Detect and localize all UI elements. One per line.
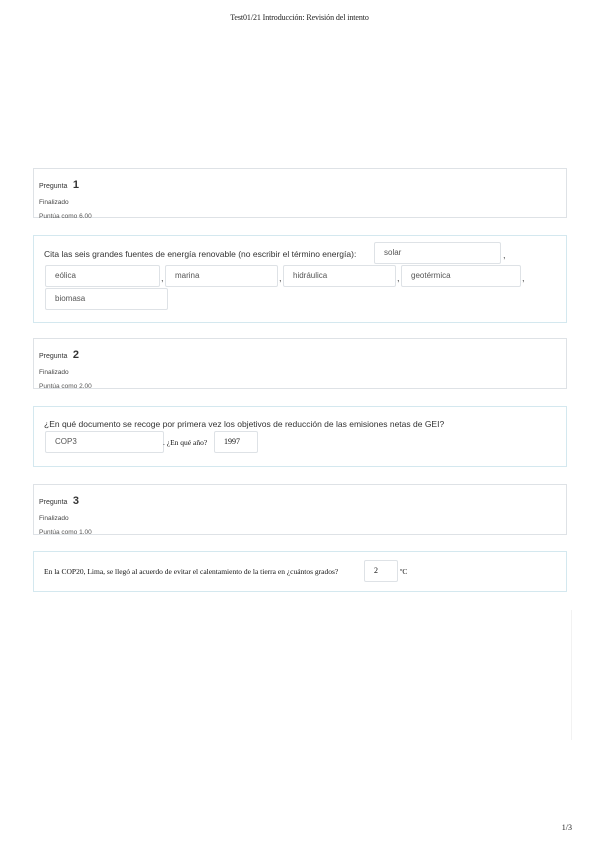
separator: , (279, 273, 282, 283)
question-3-content (33, 551, 567, 592)
answer-field[interactable]: 1997 (214, 431, 258, 453)
separator: , (397, 273, 400, 283)
answer-field[interactable]: geotérmica (401, 265, 521, 287)
question-number: 1 (72, 179, 79, 191)
separator: , (161, 273, 164, 283)
answer-field[interactable]: biomasa (45, 288, 168, 310)
divider (571, 610, 572, 740)
question-grade: Puntúa como 1.00 (39, 529, 92, 536)
separator: , (522, 273, 525, 283)
answer-field[interactable]: marina (165, 265, 278, 287)
question-grade: Puntúa como 2.00 (39, 383, 92, 390)
question-2-info (33, 338, 567, 389)
answer-field[interactable]: hidráulica (283, 265, 396, 287)
question-number: 3 (72, 495, 79, 507)
separator: , (503, 250, 506, 260)
question-label: Pregunta (39, 499, 68, 506)
question-state: Finalizado (39, 515, 69, 522)
question-1-label-row (39, 175, 561, 193)
question-1-info (33, 168, 567, 218)
page-number: 1/3 (561, 823, 572, 832)
question-2-content (33, 406, 567, 467)
question-label: Pregunta (39, 183, 68, 190)
question-3-label-row (39, 491, 561, 509)
question-text: ¿En qué documento se recoge por primera vez los objetivos de reducción de las emisiones netas de GEI? (44, 419, 445, 429)
question-text: Cita las seis grandes fuentes de energía renovable (no escribir el término energía): (44, 249, 357, 259)
page-header-title: Test01/21 Introducción: Revisión del intento (230, 13, 369, 22)
question-text: En la COP20, Lima, se llegó al acuerdo de evitar el calentamiento de la tierra en ¿cuántos grados? (44, 567, 339, 576)
question-number: 2 (72, 349, 79, 361)
unit-label: ºC (400, 567, 408, 576)
question-mid-text: . ¿En qué año? (163, 438, 208, 447)
answer-field[interactable]: COP3 (45, 431, 164, 453)
question-label: Pregunta (39, 353, 68, 360)
question-state: Finalizado (39, 199, 69, 206)
answer-field[interactable]: solar (374, 242, 501, 264)
question-1-content (33, 235, 567, 323)
answer-field[interactable]: eólica (45, 265, 160, 287)
question-2-label-row (39, 345, 561, 363)
answer-field[interactable]: 2 (364, 560, 398, 582)
question-state: Finalizado (39, 369, 69, 376)
question-3-info (33, 484, 567, 535)
question-grade: Puntúa como 6.00 (39, 213, 92, 220)
